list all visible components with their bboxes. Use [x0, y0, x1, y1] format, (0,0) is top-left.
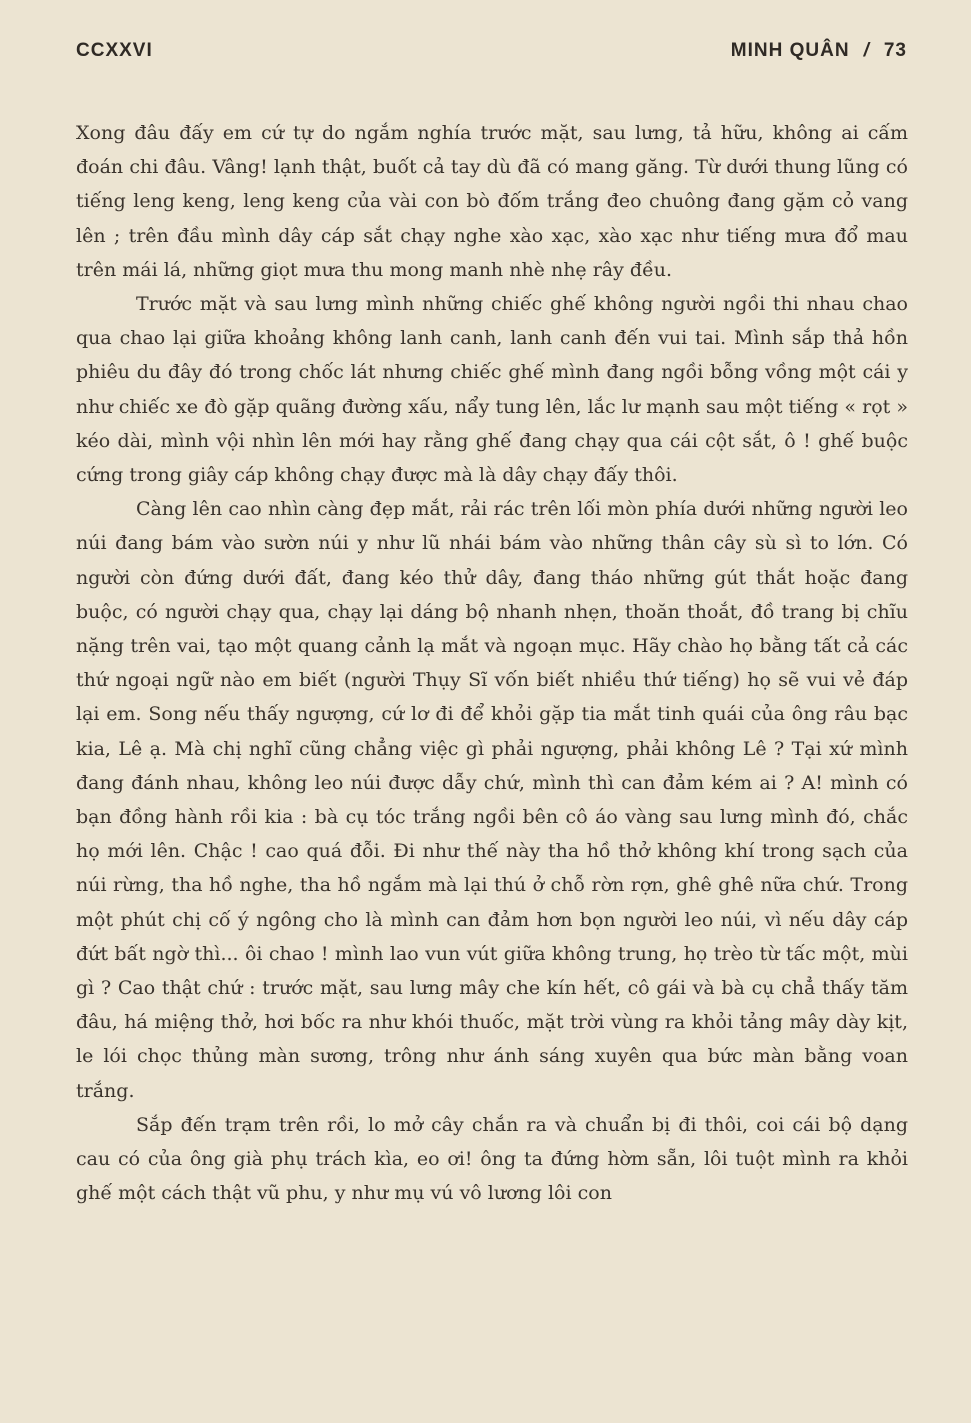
paragraph-4: Sắp đến trạm trên rồi, lo mở cây chắn ra và chuẩn bị đi thôi, coi cái bộ dạng cau có của ông già phụ trách kìa, eo ơi! ông ta đứng hờm sẵn, lôi tuột mình ra khỏi ghế một cách thật vũ phu, y như mụ vú vô lương lôi con: [76, 1113, 908, 1205]
running-header: [76, 40, 907, 72]
paragraph-2: Trước mặt và sau lưng mình những chiếc ghế không người ngồi thi nhau chao qua chao lại giữa khoảng không lanh canh, lanh canh đến vui tai. Mình sắp thả hồn phiêu du đây đó trong chốc lát nhưng chiếc ghế mình đang ngồi bỗng vồng một cái y như chiếc xe đò gặp quãng đường xấu, nẩy tung lên, lắc lư mạnh sau một tiếng « rọt » kéo dài, mình vội nhìn lên mới hay rằng ghế đang chạy qua cái cột sắt, ô ! ghế buộc cứng trong giây cáp không chạy được mà là dây chạy đấy thôi.: [76, 293, 908, 487]
header-left-numeral: CCXXVI: [76, 40, 153, 61]
page-number: 73: [883, 40, 907, 61]
header-author: MINH QUÂN: [730, 40, 850, 61]
page-body-text: [76, 116, 908, 1211]
header-right: [731, 40, 907, 62]
header-separator: /: [863, 40, 870, 61]
paragraph-1: Xong đâu đấy em cứ tự do ngắm nghía trước mặt, sau lưng, tả hữu, không ai cấm đoán chi đâu. Vâng! lạnh thật, buốt cả tay dù đã có mang găng. Từ dưới thung lũng có tiếng leng keng, leng keng của vài con bò đốm trắng đeo chuông đang gặm cỏ vang lên ; trên đầu mình dây cáp sắt chạy nghe xào xạc, xào xạc như tiếng mưa đổ mau trên mái lá, những giọt mưa thu mong manh nhè nhẹ rây đều.: [76, 122, 908, 281]
paragraph-3: Càng lên cao nhìn càng đẹp mắt, rải rác trên lối mòn phía dưới những người leo núi đang bám vào sườn núi y như lũ nhái bám vào những thân cây sù sì to lớn. Có người còn đứng dưới đất, đang kéo thử dây, đang tháo những gút thắt hoặc đang buộc, có người chạy qua, chạy lại dáng bộ nhanh nhẹn, thoăn thoắt, đồ trang bị chĩu nặng trên vai, tạo một quang cảnh lạ mắt và ngoạn mục. Hãy chào họ bằng tất cả các thứ ngoại ngữ nào em biết (người Thụy Sĩ vốn biết nhiều thứ tiếng) họ sẽ vui vẻ đáp lại em. Song nếu thấy ngượng, cứ lơ đi để khỏi gặp tia mắt tinh quái của ông râu bạc kia, Lê ạ. Mà chị nghĩ cũng chẳng việc gì phải ngượng, phải không Lê ? Tại xứ mình đang đánh nhau, không leo núi được dẫy chứ, mình thì can đảm kém ai ? A! mình có bạn đồng hành rồi kia : bà cụ tóc trắng ngồi bên cô áo vàng sau lưng mình đó, chắc họ mới lên. Chậc ! cao quá đỗi. Đi như thế này tha hồ thở không khí trong sạch của núi rừng, tha hồ nghe, tha hồ ngắm mà lại thú ở chỗ rờn rợn, ghê ghê nữa chứ. Trong một phút chị cố ý ngông cho là mình can đảm hơn bọn người leo núi, vì nếu dây cáp đứt bất ngờ thì... ôi chao ! mình lao vun vút giữa không trung, họ trèo từ tấc một, mùi gì ? Cao thật chứ : trước mặt, sau lưng mây che kín hết, cô gái và bà cụ chẳ thấy tăm đâu, há miệng thở, hơi bốc ra như khói thuốc, mặt trời vùng ra khỏi tảng mây dày kịt, le lói chọc thủng màn sương, trông như ánh sáng xuyên qua bức màn bằng voan trắng.: [76, 498, 908, 1102]
